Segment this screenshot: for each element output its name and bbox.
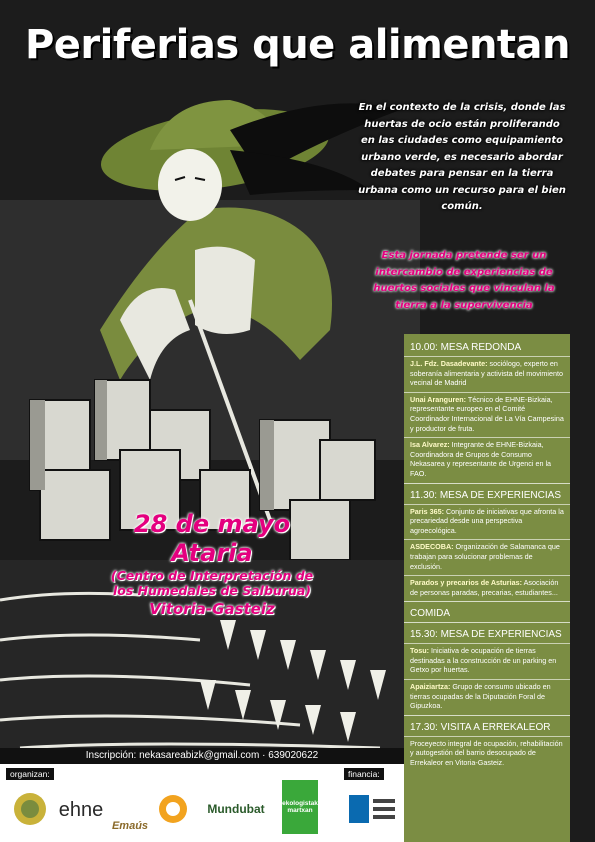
gipuzkoa-icon <box>347 789 397 829</box>
program-item <box>404 539 570 575</box>
gipuzkoa-logo <box>344 784 400 834</box>
program-item <box>404 392 570 437</box>
footer-logos <box>0 764 404 842</box>
speaker-desc: Iniciativa de ocupación de tierras destinadas a la construcción de un parking en Getxo por huertas. <box>410 646 557 675</box>
program-panel <box>404 334 570 842</box>
emaus-logo: Emaús <box>111 820 149 832</box>
speaker-name: J.L. Fdz. Dasadevante: <box>410 359 488 368</box>
speaker-desc: Técnico de EHNE-Bizkaia, representante europeo en el Comité Coordinador Internacional de La Vía Campesina y productor de fruta. <box>410 394 564 433</box>
speaker-name: Isa Alvarez: <box>410 440 450 450</box>
program-item <box>404 643 570 679</box>
speaker-desc: Integrante de EHNE-Bizkaia, Coordinadora de Grupos de Consumo Nekasarea y representante de Urgenci en la FAO. <box>410 440 552 478</box>
sun-icon <box>155 791 191 827</box>
speaker-name: Unai Aranguren: <box>410 394 467 404</box>
event-venue-line-2: los Humedales de Salburua) <box>112 583 312 598</box>
section-heading: 15.30: MESA DE EXPERIENCIAS <box>404 622 570 643</box>
speaker-desc: Proceyecto integral de ocupación, rehabilitación y autogestión del barrio desocupado de Errekaleor en Vitoria-Gasteiz. <box>410 738 563 768</box>
event-date: 28 de mayo <box>133 510 291 538</box>
page-title: Periferias que alimentan <box>24 22 571 68</box>
program-item <box>404 679 570 715</box>
intro-text: En el contexto de la crisis, donde las huertas de ocio están proliferando en las ciudades como equipamiento urbano verde, es necesario abordar debates para pensar en la tierra urbana como un recurso para el bien común. <box>358 102 566 212</box>
section-heading: 17.30: VISITA A ERREKALEOR <box>404 715 570 736</box>
inscription-bar: Inscripción: nekasareabizk@gmail.com · 639020622 <box>0 748 404 764</box>
program-item <box>404 437 570 482</box>
speaker-desc: Grupo de consumo ubicado en tierras ocupadas de la Diputación Foral de Gipuzkoa. <box>410 682 551 711</box>
speaker-desc: Asociación de personas paradas, precarias, estudiantes... <box>410 578 559 597</box>
ehne-logo: ehne <box>58 798 104 821</box>
speaker-desc: Organización de Salamanca que trabajan para solucionar problemas de exclusión. <box>410 542 560 571</box>
section-heading: 11.30: MESA DE EXPERIENCIAS <box>404 483 570 504</box>
speaker-desc: Conjunto de iniciativas que afronta la precariedad desde una perspectiva agroecológica. <box>410 506 564 535</box>
speaker-name: Tosu: <box>410 646 430 656</box>
mundubat-logo: Mundubat <box>207 802 265 816</box>
speaker-desc: sociólogo, experto en soberanía alimentaria y activista del movimiento vecinal de Madrid <box>410 359 564 388</box>
section-heading: COMIDA <box>404 601 570 622</box>
program-item <box>404 736 570 772</box>
speaker-name: ASDECOBA: <box>410 542 454 552</box>
sponsors-label: financia: <box>344 768 384 780</box>
program-item <box>404 575 570 601</box>
intro-highlight-text: Esta jornada pretende ser un intercambio de experiencias de huertos sociales que vinculan la tierra a la supervivencia <box>373 250 555 311</box>
program-item <box>404 356 570 392</box>
event-place: Ataria <box>171 539 253 567</box>
ehne-bizkaia-logo <box>154 788 192 830</box>
event-city: Vitoria-Gasteiz <box>149 600 275 618</box>
event-venue-line-1: (Centro de Interpretación de <box>110 568 314 583</box>
bizilur-icon <box>10 789 50 829</box>
organizers-label: organizan: <box>6 768 54 780</box>
speaker-name: Apaiziartza: <box>410 682 451 692</box>
program-item <box>404 504 570 540</box>
speaker-name: Parados y precarios de Asturias: <box>410 578 522 588</box>
ekologistak-logo: ekologistak martxan <box>282 780 318 834</box>
bizilur-logo <box>8 784 52 834</box>
event-info <box>62 510 362 620</box>
speaker-name: Paris 365: <box>410 506 444 516</box>
section-heading: 10.00: MESA REDONDA <box>410 342 522 353</box>
